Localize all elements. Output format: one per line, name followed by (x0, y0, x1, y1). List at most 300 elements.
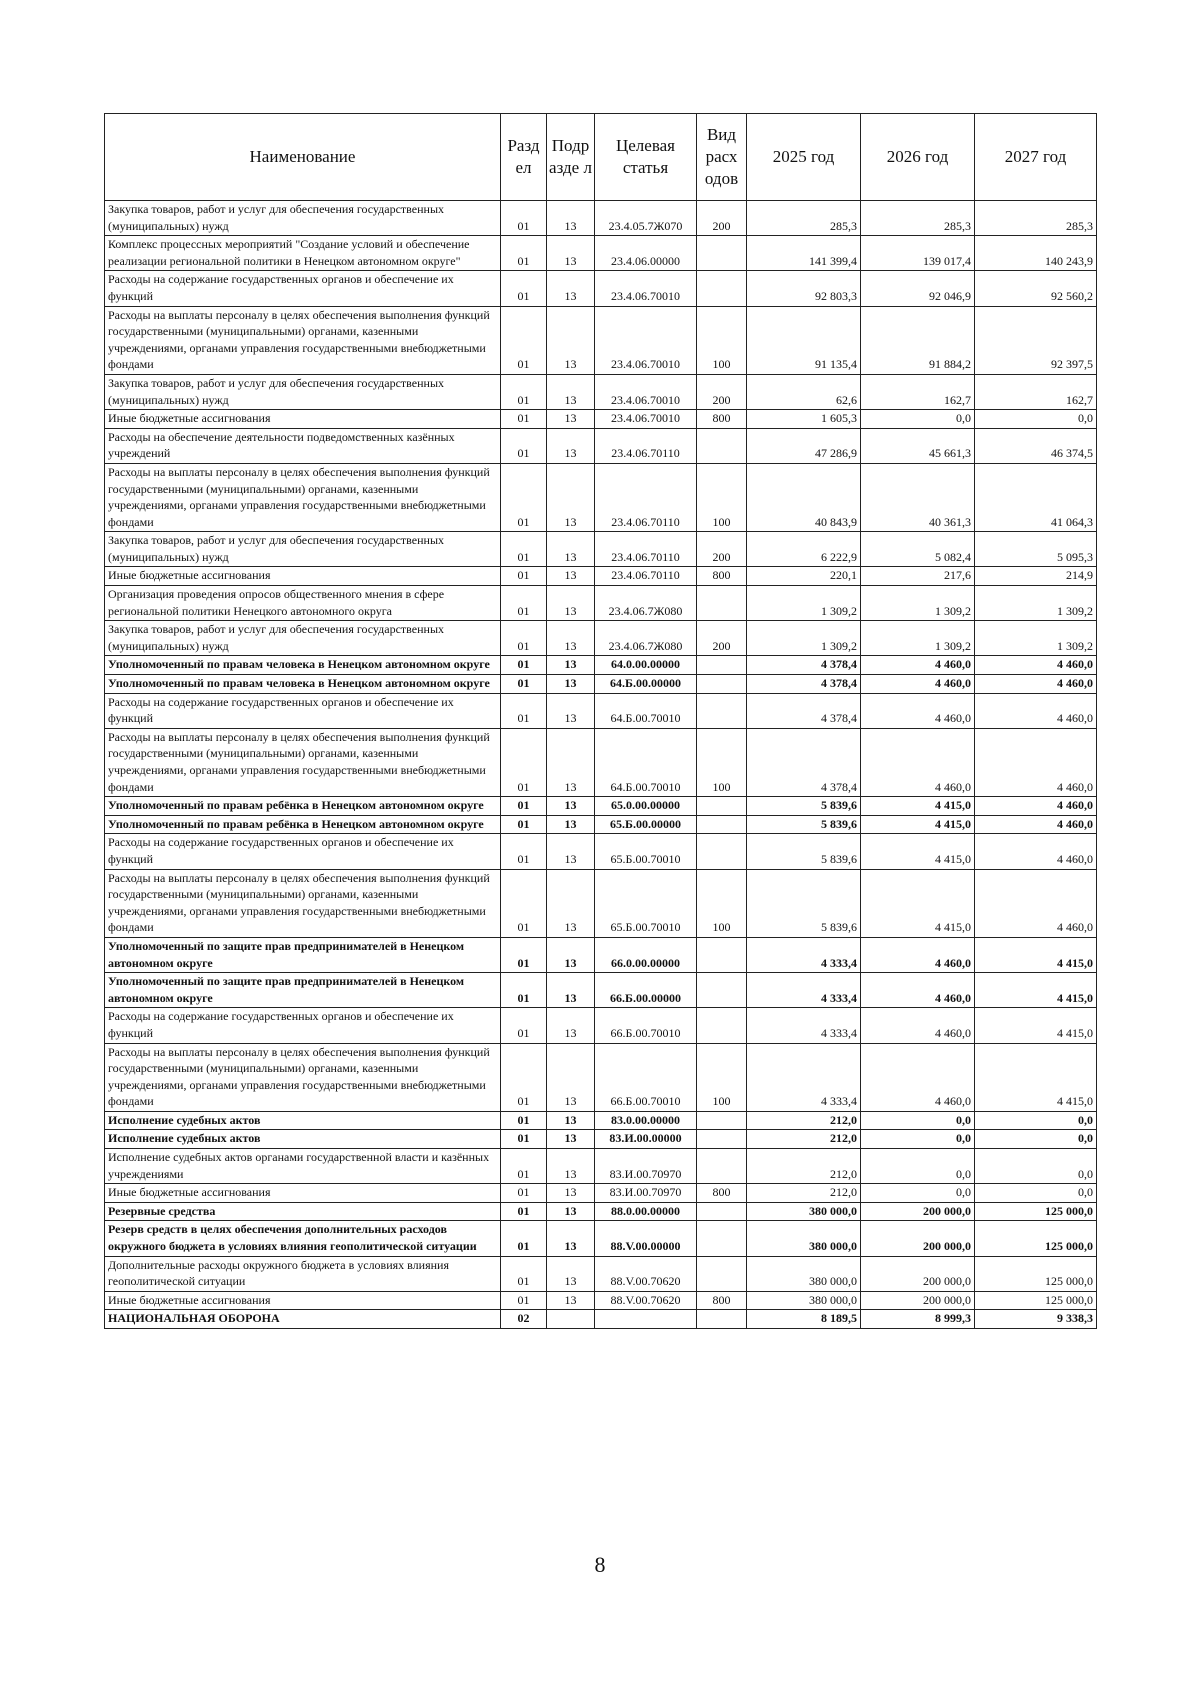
row-podrazdel: 13 (547, 1043, 595, 1111)
row-value-2027: 4 460,0 (975, 675, 1097, 694)
row-razdel: 01 (501, 236, 547, 271)
table-row (105, 306, 1097, 374)
row-razdel: 01 (501, 675, 547, 694)
row-expense-type: 100 (697, 728, 747, 796)
row-value-2027: 0,0 (975, 410, 1097, 429)
row-value-2027: 140 243,9 (975, 236, 1097, 271)
row-name: Расходы на обеспечение деятельности подведомственных казённых учреждений (105, 428, 501, 463)
row-value-2025: 4 378,4 (747, 728, 861, 796)
row-podrazdel: 13 (547, 728, 595, 796)
table-row (105, 428, 1097, 463)
row-value-2027: 4 460,0 (975, 834, 1097, 869)
table-row (105, 374, 1097, 409)
row-target-article: 65.Б.00.70010 (595, 869, 697, 937)
row-value-2025: 91 135,4 (747, 306, 861, 374)
row-value-2025: 212,0 (747, 1184, 861, 1203)
row-target-article (595, 1310, 697, 1329)
row-razdel: 01 (501, 428, 547, 463)
row-name: Уполномоченный по правам человека в Ненецком автономном округе (105, 656, 501, 675)
row-value-2026: 1 309,2 (861, 621, 975, 656)
row-razdel: 01 (501, 869, 547, 937)
row-value-2026: 4 460,0 (861, 675, 975, 694)
row-razdel: 01 (501, 374, 547, 409)
row-name: Расходы на содержание государственных органов и обеспечение их функций (105, 271, 501, 306)
row-name: Уполномоченный по защите прав предпринимателей в Ненецком автономном округе (105, 937, 501, 972)
row-value-2027: 125 000,0 (975, 1291, 1097, 1310)
row-expense-type: 200 (697, 201, 747, 236)
row-target-article: 83.0.00.00000 (595, 1111, 697, 1130)
row-value-2027: 285,3 (975, 201, 1097, 236)
table-row (105, 586, 1097, 621)
table-row (105, 410, 1097, 429)
row-target-article: 83.И.00.70970 (595, 1149, 697, 1184)
row-value-2025: 4 333,4 (747, 1043, 861, 1111)
row-podrazdel: 13 (547, 463, 595, 531)
row-podrazdel: 13 (547, 567, 595, 586)
row-value-2026: 217,6 (861, 567, 975, 586)
row-value-2025: 380 000,0 (747, 1221, 861, 1256)
row-value-2027: 1 309,2 (975, 586, 1097, 621)
table-row (105, 532, 1097, 567)
row-value-2027: 4 415,0 (975, 1008, 1097, 1043)
row-value-2026: 200 000,0 (861, 1202, 975, 1221)
row-value-2025: 212,0 (747, 1149, 861, 1184)
row-razdel: 01 (501, 410, 547, 429)
row-podrazdel: 13 (547, 374, 595, 409)
row-podrazdel: 13 (547, 869, 595, 937)
table-row (105, 834, 1097, 869)
row-value-2026: 4 460,0 (861, 937, 975, 972)
row-value-2025: 92 803,3 (747, 271, 861, 306)
row-target-article: 66.Б.00.00000 (595, 973, 697, 1008)
row-expense-type (697, 834, 747, 869)
row-target-article: 66.Б.00.70010 (595, 1043, 697, 1111)
row-razdel: 01 (501, 797, 547, 816)
row-name: Исполнение судебных актов (105, 1130, 501, 1149)
row-razdel: 01 (501, 586, 547, 621)
row-target-article: 23.4.05.7Ж070 (595, 201, 697, 236)
row-expense-type: 800 (697, 1291, 747, 1310)
row-name: Расходы на выплаты персоналу в целях обеспечения выполнения функций государственными (муниципальными) органами, казенными учреждениями, органами управления государственными внебюджетными фондами (105, 1043, 501, 1111)
budget-table (104, 113, 1097, 1329)
row-value-2026: 0,0 (861, 1149, 975, 1184)
table-row (105, 1184, 1097, 1203)
header-year-2027: 2027 год (975, 114, 1097, 201)
row-value-2027: 4 460,0 (975, 693, 1097, 728)
table-row (105, 1291, 1097, 1310)
row-podrazdel: 13 (547, 306, 595, 374)
row-name: Иные бюджетные ассигнования (105, 1184, 501, 1203)
row-target-article: 65.Б.00.70010 (595, 834, 697, 869)
row-target-article: 23.4.06.70010 (595, 271, 697, 306)
row-value-2025: 4 333,4 (747, 1008, 861, 1043)
row-value-2027: 125 000,0 (975, 1221, 1097, 1256)
row-razdel: 01 (501, 271, 547, 306)
row-podrazdel: 13 (547, 1149, 595, 1184)
table-row (105, 973, 1097, 1008)
row-name: Закупка товаров, работ и услуг для обеспечения государственных (муниципальных) нужд (105, 532, 501, 567)
table-row (105, 675, 1097, 694)
header-year-2025: 2025 год (747, 114, 861, 201)
row-razdel: 01 (501, 728, 547, 796)
row-expense-type (697, 1310, 747, 1329)
row-target-article: 23.4.06.70010 (595, 374, 697, 409)
row-name: Дополнительные расходы окружного бюджета в условиях влияния геополитической ситуации (105, 1256, 501, 1291)
row-value-2027: 4 460,0 (975, 797, 1097, 816)
row-value-2026: 45 661,3 (861, 428, 975, 463)
row-value-2026: 5 082,4 (861, 532, 975, 567)
row-name: Исполнение судебных актов органами государственной власти и казённых учреждениями (105, 1149, 501, 1184)
row-value-2025: 4 333,4 (747, 973, 861, 1008)
row-value-2027: 92 397,5 (975, 306, 1097, 374)
row-value-2025: 40 843,9 (747, 463, 861, 531)
row-podrazdel: 13 (547, 532, 595, 567)
row-target-article: 65.Б.00.00000 (595, 815, 697, 834)
row-razdel: 01 (501, 1256, 547, 1291)
row-razdel: 01 (501, 937, 547, 972)
row-razdel: 01 (501, 1130, 547, 1149)
row-value-2025: 1 309,2 (747, 621, 861, 656)
row-name: Расходы на содержание государственных органов и обеспечение их функций (105, 693, 501, 728)
table-row (105, 1043, 1097, 1111)
row-razdel: 01 (501, 201, 547, 236)
row-value-2027: 46 374,5 (975, 428, 1097, 463)
table-row (105, 693, 1097, 728)
row-value-2026: 92 046,9 (861, 271, 975, 306)
row-podrazdel: 13 (547, 797, 595, 816)
row-value-2027: 41 064,3 (975, 463, 1097, 531)
row-value-2027: 1 309,2 (975, 621, 1097, 656)
table-row (105, 728, 1097, 796)
row-value-2026: 200 000,0 (861, 1291, 975, 1310)
row-expense-type (697, 973, 747, 1008)
row-expense-type (697, 1149, 747, 1184)
row-value-2027: 4 460,0 (975, 869, 1097, 937)
row-expense-type (697, 675, 747, 694)
row-value-2026: 0,0 (861, 1130, 975, 1149)
row-expense-type (697, 1130, 747, 1149)
table-row (105, 815, 1097, 834)
row-target-article: 66.Б.00.70010 (595, 1008, 697, 1043)
row-value-2027: 0,0 (975, 1130, 1097, 1149)
row-value-2025: 5 839,6 (747, 815, 861, 834)
row-target-article: 83.И.00.00000 (595, 1130, 697, 1149)
row-value-2025: 5 839,6 (747, 834, 861, 869)
row-name: Комплекс процессных мероприятий "Создание условий и обеспечение реализации региональной политики в Ненецком автономном округе" (105, 236, 501, 271)
row-name: Закупка товаров, работ и услуг для обеспечения государственных (муниципальных) нужд (105, 201, 501, 236)
row-podrazdel: 13 (547, 656, 595, 675)
row-value-2025: 141 399,4 (747, 236, 861, 271)
row-razdel: 01 (501, 621, 547, 656)
row-razdel: 01 (501, 1008, 547, 1043)
row-expense-type (697, 1202, 747, 1221)
row-expense-type (697, 1256, 747, 1291)
row-podrazdel: 13 (547, 1221, 595, 1256)
row-podrazdel: 13 (547, 271, 595, 306)
row-podrazdel: 13 (547, 236, 595, 271)
row-value-2025: 5 839,6 (747, 797, 861, 816)
row-razdel: 01 (501, 656, 547, 675)
row-value-2026: 4 415,0 (861, 797, 975, 816)
table-row (105, 271, 1097, 306)
row-name: Исполнение судебных актов (105, 1111, 501, 1130)
row-target-article: 23.4.06.70110 (595, 567, 697, 586)
row-value-2026: 4 415,0 (861, 815, 975, 834)
row-value-2027: 4 460,0 (975, 656, 1097, 675)
table-row (105, 869, 1097, 937)
header-year-2026: 2026 год (861, 114, 975, 201)
row-podrazdel: 13 (547, 973, 595, 1008)
row-value-2026: 200 000,0 (861, 1221, 975, 1256)
row-podrazdel: 13 (547, 815, 595, 834)
row-name: Расходы на выплаты персоналу в целях обеспечения выполнения функций государственными (муниципальными) органами, казенными учреждениями, органами управления государственными внебюджетными фондами (105, 728, 501, 796)
row-podrazdel: 13 (547, 201, 595, 236)
row-expense-type (697, 1111, 747, 1130)
row-name: Закупка товаров, работ и услуг для обеспечения государственных (муниципальных) нужд (105, 621, 501, 656)
header-target-article: Целевая статья (595, 114, 697, 201)
row-value-2027: 5 095,3 (975, 532, 1097, 567)
header-name: Наименование (105, 114, 501, 201)
row-expense-type: 800 (697, 410, 747, 429)
row-value-2025: 4 378,4 (747, 675, 861, 694)
table-row (105, 1149, 1097, 1184)
table-body (105, 201, 1097, 1329)
row-expense-type (697, 937, 747, 972)
table-row (105, 201, 1097, 236)
row-target-article: 64.Б.00.70010 (595, 728, 697, 796)
row-razdel: 01 (501, 532, 547, 567)
row-razdel: 01 (501, 306, 547, 374)
row-value-2026: 0,0 (861, 1111, 975, 1130)
row-value-2027: 0,0 (975, 1184, 1097, 1203)
row-target-article: 65.0.00.00000 (595, 797, 697, 816)
row-target-article: 23.4.06.7Ж080 (595, 621, 697, 656)
row-value-2027: 4 415,0 (975, 973, 1097, 1008)
table-row (105, 1202, 1097, 1221)
row-podrazdel: 13 (547, 1202, 595, 1221)
row-razdel: 01 (501, 1184, 547, 1203)
row-podrazdel: 13 (547, 834, 595, 869)
row-podrazdel (547, 1310, 595, 1329)
row-razdel: 01 (501, 1291, 547, 1310)
row-podrazdel: 13 (547, 428, 595, 463)
row-razdel: 01 (501, 463, 547, 531)
row-value-2025: 1 309,2 (747, 586, 861, 621)
row-value-2025: 1 605,3 (747, 410, 861, 429)
table-row (105, 937, 1097, 972)
header-expense-type: Вид расх одов (697, 114, 747, 201)
row-value-2027: 162,7 (975, 374, 1097, 409)
row-podrazdel: 13 (547, 1291, 595, 1310)
row-podrazdel: 13 (547, 937, 595, 972)
row-target-article: 88.V.00.00000 (595, 1221, 697, 1256)
row-name: Уполномоченный по правам человека в Ненецком автономном округе (105, 675, 501, 694)
row-razdel: 01 (501, 1149, 547, 1184)
row-expense-type (697, 586, 747, 621)
row-value-2027: 92 560,2 (975, 271, 1097, 306)
row-value-2025: 47 286,9 (747, 428, 861, 463)
row-razdel: 01 (501, 834, 547, 869)
row-value-2025: 380 000,0 (747, 1291, 861, 1310)
row-value-2026: 0,0 (861, 410, 975, 429)
row-name: Расходы на содержание государственных органов и обеспечение их функций (105, 1008, 501, 1043)
row-expense-type (697, 797, 747, 816)
row-name: Иные бюджетные ассигнования (105, 410, 501, 429)
row-target-article: 23.4.06.7Ж080 (595, 586, 697, 621)
row-podrazdel: 13 (547, 675, 595, 694)
table-row (105, 656, 1097, 675)
row-expense-type: 100 (697, 463, 747, 531)
row-value-2025: 220,1 (747, 567, 861, 586)
row-expense-type: 200 (697, 374, 747, 409)
row-expense-type (697, 1008, 747, 1043)
table-row (105, 621, 1097, 656)
row-razdel: 01 (501, 567, 547, 586)
row-value-2026: 4 415,0 (861, 834, 975, 869)
row-value-2025: 380 000,0 (747, 1256, 861, 1291)
row-value-2026: 4 460,0 (861, 656, 975, 675)
row-podrazdel: 13 (547, 1256, 595, 1291)
row-name: Уполномоченный по правам ребёнка в Ненецком автономном округе (105, 797, 501, 816)
row-podrazdel: 13 (547, 1008, 595, 1043)
row-razdel: 01 (501, 1111, 547, 1130)
row-razdel: 01 (501, 1043, 547, 1111)
table-row (105, 1008, 1097, 1043)
table-row (105, 236, 1097, 271)
row-value-2026: 162,7 (861, 374, 975, 409)
row-name: Расходы на выплаты персоналу в целях обеспечения выполнения функций государственными (муниципальными) органами, казенными учреждениями, органами управления государственными внебюджетными фондами (105, 463, 501, 531)
row-target-article: 23.4.06.00000 (595, 236, 697, 271)
row-name: Закупка товаров, работ и услуг для обеспечения государственных (муниципальных) нужд (105, 374, 501, 409)
row-target-article: 23.4.06.70110 (595, 532, 697, 567)
header-podrazdel: Подр азде л (547, 114, 595, 201)
row-expense-type: 200 (697, 621, 747, 656)
row-name: Резервные средства (105, 1202, 501, 1221)
row-value-2027: 214,9 (975, 567, 1097, 586)
row-expense-type (697, 236, 747, 271)
row-expense-type: 100 (697, 869, 747, 937)
row-value-2027: 0,0 (975, 1149, 1097, 1184)
row-value-2027: 125 000,0 (975, 1256, 1097, 1291)
row-target-article: 23.4.06.70110 (595, 463, 697, 531)
row-value-2025: 8 189,5 (747, 1310, 861, 1329)
row-value-2026: 8 999,3 (861, 1310, 975, 1329)
row-value-2025: 5 839,6 (747, 869, 861, 937)
row-value-2025: 212,0 (747, 1130, 861, 1149)
row-expense-type: 800 (697, 1184, 747, 1203)
table-header-row (105, 114, 1097, 201)
row-value-2026: 4 460,0 (861, 1008, 975, 1043)
row-expense-type: 800 (697, 567, 747, 586)
row-value-2027: 4 460,0 (975, 728, 1097, 796)
row-value-2025: 380 000,0 (747, 1202, 861, 1221)
row-target-article: 88.V.00.70620 (595, 1256, 697, 1291)
row-value-2025: 4 333,4 (747, 937, 861, 972)
row-name: Расходы на выплаты персоналу в целях обеспечения выполнения функций государственными (муниципальными) органами, казенными учреждениями, органами управления государственными внебюджетными фондами (105, 306, 501, 374)
table-row (105, 1130, 1097, 1149)
row-value-2026: 200 000,0 (861, 1256, 975, 1291)
row-expense-type: 100 (697, 1043, 747, 1111)
row-value-2026: 285,3 (861, 201, 975, 236)
table-row (105, 463, 1097, 531)
row-value-2025: 6 222,9 (747, 532, 861, 567)
row-podrazdel: 13 (547, 693, 595, 728)
row-value-2027: 125 000,0 (975, 1202, 1097, 1221)
row-expense-type (697, 693, 747, 728)
row-podrazdel: 13 (547, 410, 595, 429)
row-expense-type (697, 656, 747, 675)
row-value-2025: 285,3 (747, 201, 861, 236)
row-value-2026: 139 017,4 (861, 236, 975, 271)
row-expense-type: 100 (697, 306, 747, 374)
row-expense-type (697, 271, 747, 306)
table-row (105, 797, 1097, 816)
row-value-2025: 212,0 (747, 1111, 861, 1130)
row-podrazdel: 13 (547, 586, 595, 621)
row-name: НАЦИОНАЛЬНАЯ ОБОРОНА (105, 1310, 501, 1329)
row-target-article: 88.0.00.00000 (595, 1202, 697, 1221)
page-number: 8 (594, 1552, 606, 1577)
table-row (105, 567, 1097, 586)
row-value-2026: 4 460,0 (861, 728, 975, 796)
row-expense-type: 200 (697, 532, 747, 567)
row-value-2026: 40 361,3 (861, 463, 975, 531)
row-expense-type (697, 815, 747, 834)
row-target-article: 64.0.00.00000 (595, 656, 697, 675)
row-razdel: 01 (501, 973, 547, 1008)
row-expense-type (697, 428, 747, 463)
row-target-article: 23.4.06.70010 (595, 306, 697, 374)
row-target-article: 64.Б.00.70010 (595, 693, 697, 728)
row-name: Расходы на содержание государственных органов и обеспечение их функций (105, 834, 501, 869)
row-name: Уполномоченный по защите прав предпринимателей в Ненецком автономном округе (105, 973, 501, 1008)
row-razdel: 01 (501, 693, 547, 728)
row-value-2025: 62,6 (747, 374, 861, 409)
row-value-2027: 0,0 (975, 1111, 1097, 1130)
row-name: Иные бюджетные ассигнования (105, 567, 501, 586)
row-podrazdel: 13 (547, 1130, 595, 1149)
row-value-2026: 4 415,0 (861, 869, 975, 937)
row-name: Уполномоченный по правам ребёнка в Ненецком автономном округе (105, 815, 501, 834)
table-row (105, 1221, 1097, 1256)
row-razdel: 01 (501, 815, 547, 834)
row-name: Резерв средств в целях обеспечения дополнительных расходов окружного бюджета в условиях влияния геополитической ситуации (105, 1221, 501, 1256)
row-value-2026: 4 460,0 (861, 1043, 975, 1111)
table-row (105, 1310, 1097, 1329)
row-value-2027: 4 460,0 (975, 815, 1097, 834)
row-value-2027: 9 338,3 (975, 1310, 1097, 1329)
row-value-2027: 4 415,0 (975, 1043, 1097, 1111)
row-target-article: 83.И.00.70970 (595, 1184, 697, 1203)
row-target-article: 88.V.00.70620 (595, 1291, 697, 1310)
row-target-article: 23.4.06.70010 (595, 410, 697, 429)
row-razdel: 02 (501, 1310, 547, 1329)
row-name: Организация проведения опросов общественного мнения в сфере региональной политики Ненецкого автономного округа (105, 586, 501, 621)
row-target-article: 23.4.06.70110 (595, 428, 697, 463)
row-value-2025: 4 378,4 (747, 656, 861, 675)
row-podrazdel: 13 (547, 1184, 595, 1203)
header-razdel: Разд ел (501, 114, 547, 201)
row-name: Иные бюджетные ассигнования (105, 1291, 501, 1310)
row-target-article: 66.0.00.00000 (595, 937, 697, 972)
row-podrazdel: 13 (547, 621, 595, 656)
row-value-2026: 4 460,0 (861, 973, 975, 1008)
row-expense-type (697, 1221, 747, 1256)
row-value-2026: 91 884,2 (861, 306, 975, 374)
row-podrazdel: 13 (547, 1111, 595, 1130)
row-value-2026: 1 309,2 (861, 586, 975, 621)
row-name: Расходы на выплаты персоналу в целях обеспечения выполнения функций государственными (муниципальными) органами, казенными учреждениями, органами управления государственными внебюджетными фондами (105, 869, 501, 937)
